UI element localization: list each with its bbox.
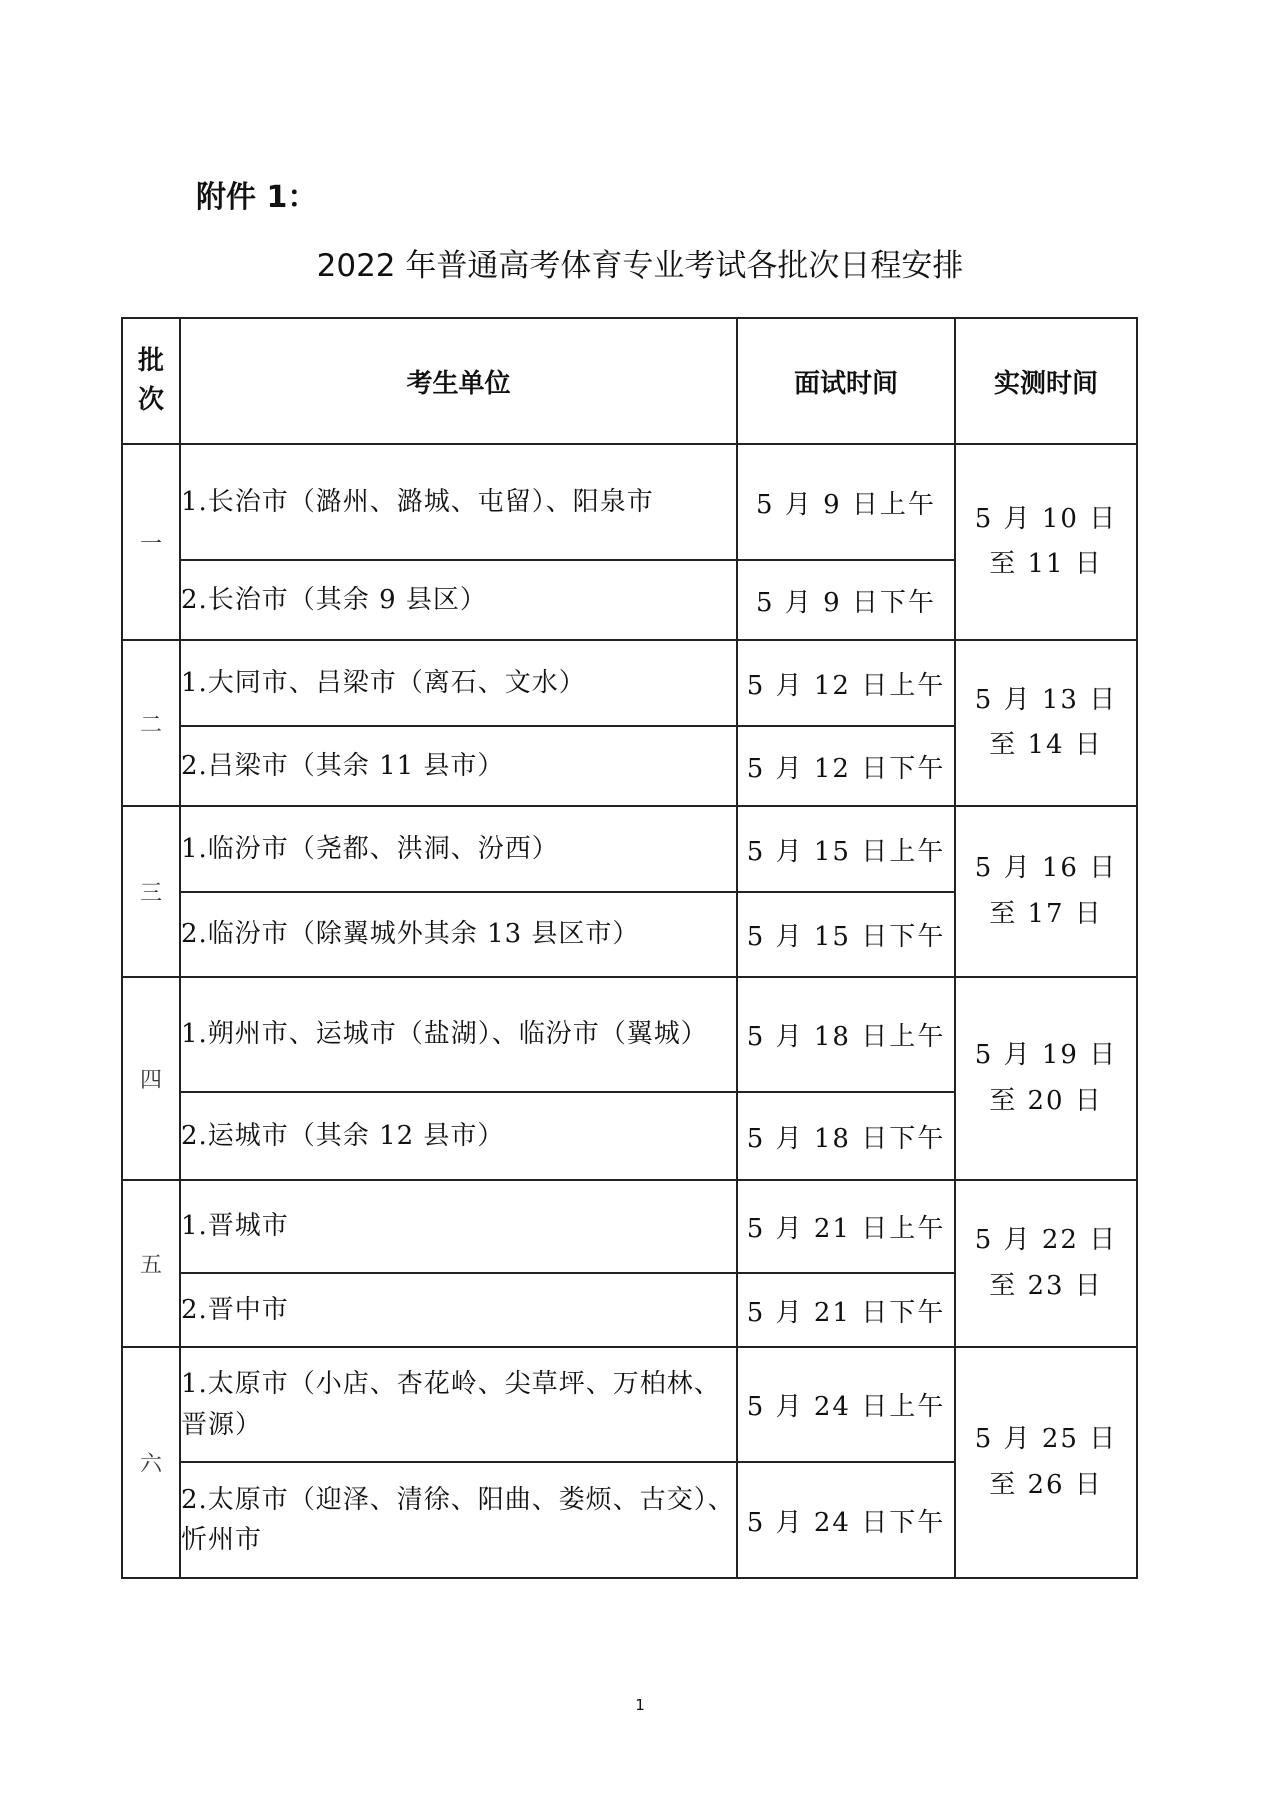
batch-label: 六 — [122, 1347, 180, 1578]
unit-cell: 1.晋城市 — [180, 1180, 737, 1273]
unit-cell: 1.大同市、吕梁市（离石、文水） — [180, 640, 737, 726]
unit-cell: 2.太原市（迎泽、清徐、阳曲、娄烦、古交）、忻州市 — [180, 1462, 737, 1578]
test-start: 5 月 16 日 — [974, 853, 1118, 883]
table-row — [122, 444, 1137, 560]
test-start: 5 月 10 日 — [974, 503, 1118, 534]
interview-cell: 5 月 18 日上午 — [737, 977, 955, 1092]
interview-cell: 5 月 24 日上午 — [737, 1347, 955, 1462]
interview-cell: 5 月 15 日下午 — [737, 892, 955, 977]
unit-cell: 2.长治市（其余 9 县区） — [180, 560, 737, 640]
test-cell — [955, 1347, 1137, 1578]
test-start: 5 月 25 日 — [974, 1424, 1118, 1454]
batch-label: 一 — [122, 444, 180, 640]
unit-cell: 1.长治市（潞州、潞城、屯留）、阳泉市 — [180, 444, 737, 560]
test-start: 5 月 13 日 — [974, 684, 1118, 715]
test-cell — [955, 1180, 1137, 1347]
unit-cell: 1.太原市（小店、杏花岭、尖草坪、万柏林、晋源） — [180, 1347, 737, 1462]
test-cell — [955, 977, 1137, 1180]
batch-label: 四 — [122, 977, 180, 1180]
unit-cell: 2.吕梁市（其余 11 县市） — [180, 726, 737, 806]
page-number: 1 — [635, 1696, 645, 1714]
test-start: 5 月 19 日 — [974, 1040, 1118, 1070]
table-row — [122, 806, 1137, 892]
table-row — [122, 977, 1137, 1092]
test-end: 至 20 日 — [989, 1085, 1103, 1116]
table-row — [122, 1180, 1137, 1273]
header-batch — [122, 318, 180, 444]
batch-label: 五 — [122, 1180, 180, 1347]
header-batch-line2: 次 — [137, 385, 164, 415]
test-cell — [955, 444, 1137, 640]
batch-label: 二 — [122, 640, 180, 806]
test-start: 5 月 22 日 — [974, 1225, 1118, 1255]
unit-cell: 1.朔州市、运城市（盐湖）、临汾市（翼城） — [180, 977, 737, 1092]
test-end: 至 11 日 — [989, 549, 1103, 579]
test-cell — [955, 640, 1137, 806]
test-end: 至 26 日 — [989, 1469, 1103, 1500]
interview-cell: 5 月 9 日下午 — [737, 560, 955, 640]
interview-cell: 5 月 18 日下午 — [737, 1092, 955, 1180]
unit-cell: 1.临汾市（尧都、洪洞、汾西） — [180, 806, 737, 892]
batch-label: 三 — [122, 806, 180, 977]
table-row — [122, 1347, 1137, 1462]
test-end: 至 14 日 — [989, 730, 1103, 760]
interview-cell: 5 月 24 日下午 — [737, 1462, 955, 1578]
header-interview: 面试时间 — [737, 318, 955, 444]
interview-cell: 5 月 21 日上午 — [737, 1180, 955, 1273]
header-unit: 考生单位 — [180, 318, 737, 444]
unit-cell: 2.运城市（其余 12 县市） — [180, 1092, 737, 1180]
table-row — [122, 640, 1137, 726]
interview-cell: 5 月 12 日下午 — [737, 726, 955, 806]
test-end: 至 17 日 — [989, 898, 1103, 929]
interview-cell: 5 月 9 日上午 — [737, 444, 955, 560]
header-test: 实测时间 — [955, 318, 1137, 444]
unit-cell: 2.临汾市（除翼城外其余 13 县区市） — [180, 892, 737, 977]
header-batch-line1: 批 — [137, 346, 164, 376]
attachment-label: 附件 1： — [196, 180, 318, 215]
schedule-table — [121, 317, 1138, 1579]
interview-cell: 5 月 21 日下午 — [737, 1273, 955, 1347]
test-cell — [955, 806, 1137, 977]
test-end: 至 23 日 — [989, 1270, 1103, 1301]
interview-cell: 5 月 15 日上午 — [737, 806, 955, 892]
unit-cell: 2.晋中市 — [180, 1273, 737, 1347]
table-header-row — [122, 318, 1137, 444]
document-title: 2022 年普通高考体育专业考试各批次日程安排 — [316, 248, 964, 284]
interview-cell: 5 月 12 日上午 — [737, 640, 955, 726]
